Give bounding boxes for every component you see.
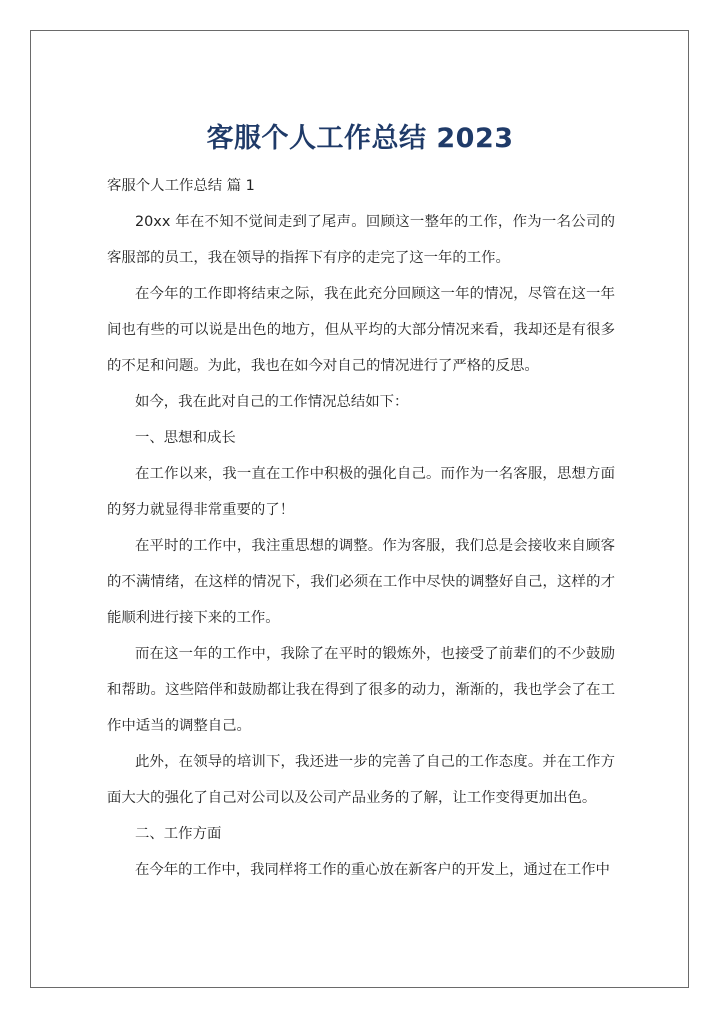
section-heading: 二、工作方面 — [135, 826, 222, 842]
document-subtitle: 客服个人工作总结 篇 1 — [107, 178, 255, 194]
paragraph: 而在这一年的工作中，我除了在平时的锻炼外，也接受了前辈们的不少鼓励和帮助。这些陪伴和鼓励都让我在得到了很多的动力，渐渐的，我也学会了在工作中适当的调整自己。 — [107, 646, 615, 734]
paragraph: 在今年的工作即将结束之际，我在此充分回顾这一年的情况，尽管在这一年间也有些的可以说是出色的地方，但从平均的大部分情况来看，我却还是有很多的不足和问题。为此，我也在如今对自己的情况进行了严格的反思。 — [107, 286, 615, 374]
paragraph: 在工作以来，我一直在工作中积极的强化自己。而作为一名客服，思想方面的努力就显得非常重要的了！ — [107, 466, 615, 518]
paragraph: 此外，在领导的培训下，我还进一步的完善了自己的工作态度。并在工作方面大大的强化了自己对公司以及公司产品业务的了解，让工作变得更加出色。 — [107, 754, 615, 806]
paragraph: 20xx 年在不知不觉间走到了尾声。回顾这一整年的工作，作为一名公司的客服部的员工，我在领导的指挥下有序的走完了这一年的工作。 — [107, 214, 615, 266]
paragraph: 如今，我在此对自己的工作情况总结如下： — [135, 394, 409, 410]
section-heading: 一、思想和成长 — [135, 430, 236, 446]
paragraph: 在今年的工作中，我同样将工作的重心放在新客户的开发上，通过在工作中 — [135, 862, 610, 878]
document-body — [107, 168, 615, 888]
paragraph: 在平时的工作中，我注重思想的调整。作为客服，我们总是会接收来自顾客的不满情绪，在这样的情况下，我们必须在工作中尽快的调整好自己，这样的才能顺利进行接下来的工作。 — [107, 538, 615, 626]
document-title: 客服个人工作总结 2023 — [206, 123, 514, 155]
